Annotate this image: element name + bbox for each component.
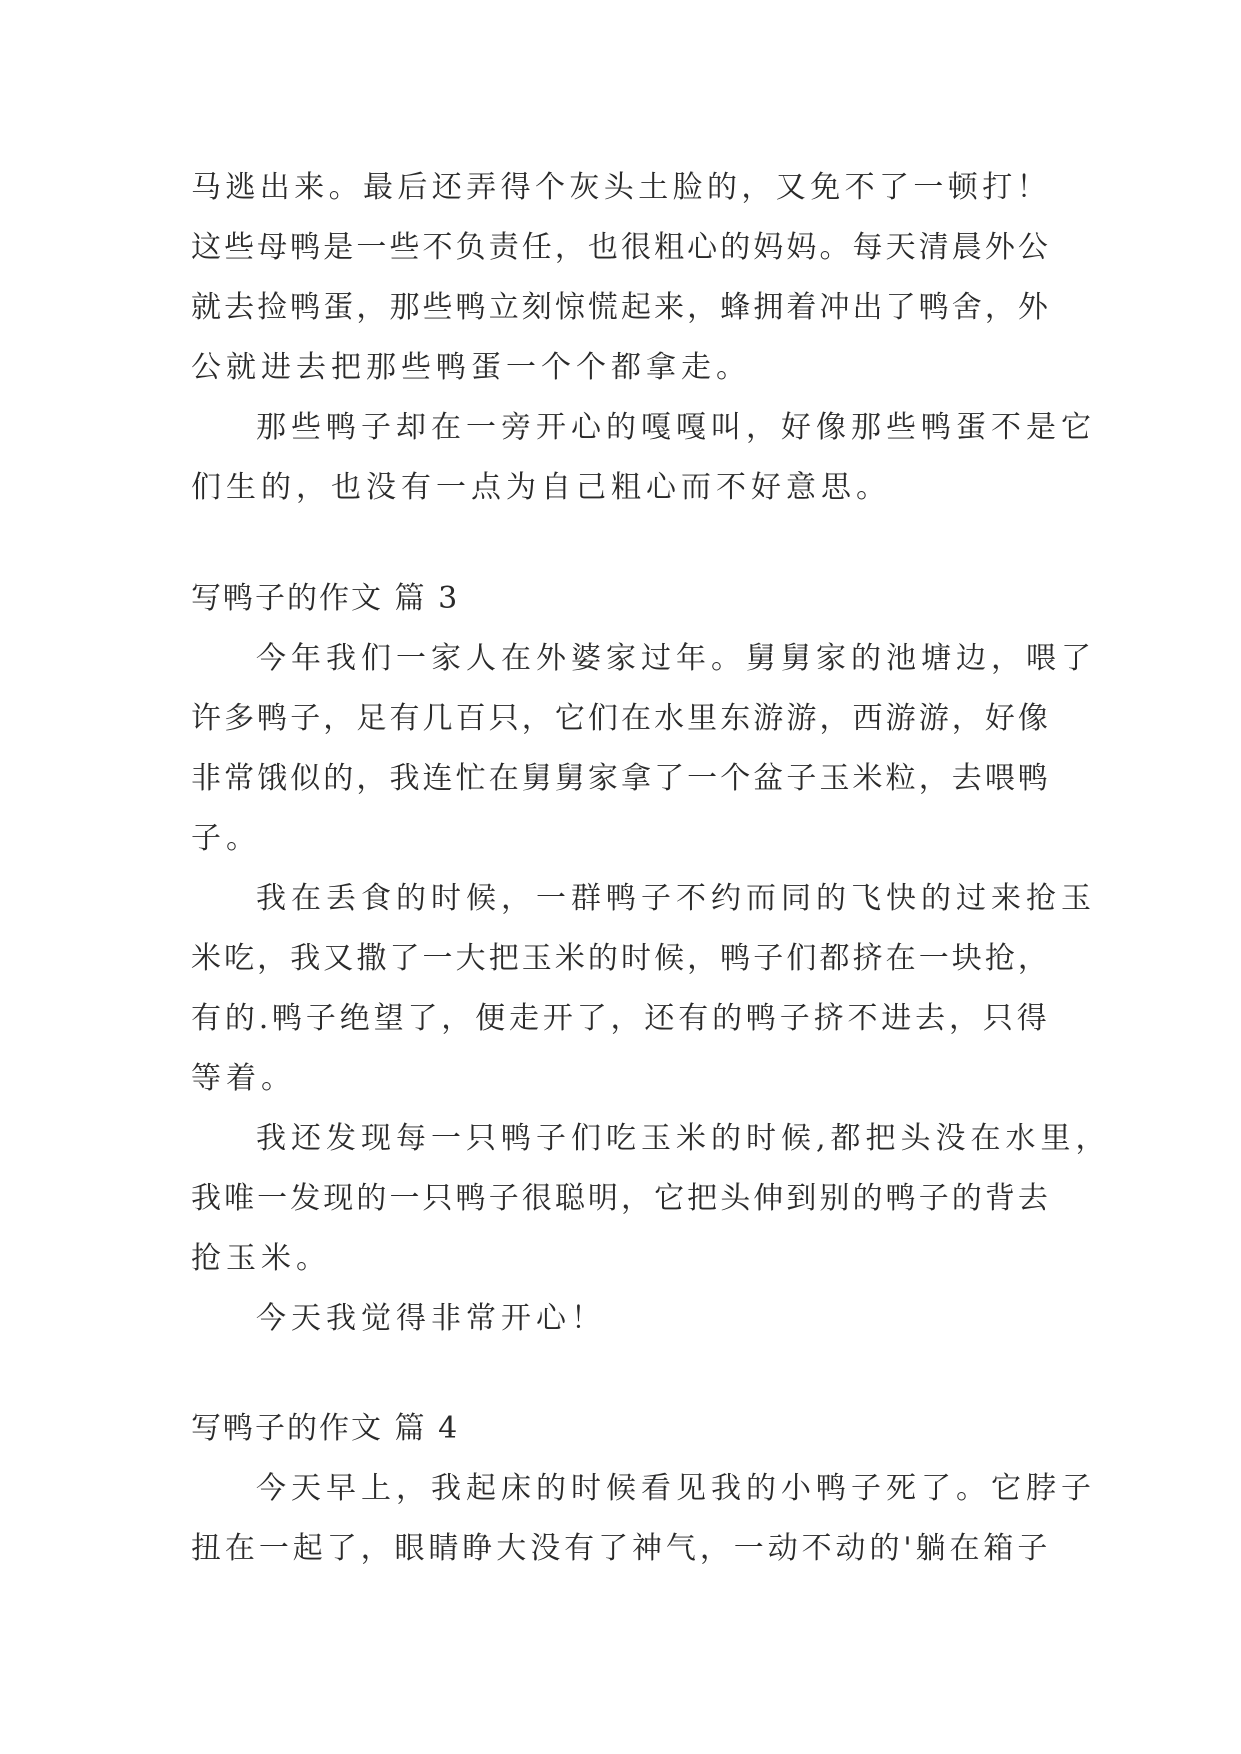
- text-line: 扭在一起了，眼睛睁大没有了神气，一动不动的'躺在箱子: [191, 1531, 1052, 1566]
- text-line: 有的.鸭子绝望了，便走开了，还有的鸭子挤不进去，只得: [191, 1001, 1051, 1036]
- text-line: 今天我觉得非常开心！: [256, 1301, 606, 1336]
- text-line: 米吃，我又撒了一大把玉米的时候，鸭子们都挤在一块抢，: [191, 941, 1051, 976]
- text-line: 等着。: [191, 1061, 296, 1096]
- text-line: 今年我们一家人在外婆家过年。舅舅家的池塘边，喂了: [256, 641, 1096, 676]
- text-line: 那些鸭子却在一旁开心的嘎嘎叫，好像那些鸭蛋不是它: [256, 410, 1096, 445]
- text-line: 这些母鸭是一些不负责任，也很粗心的妈妈。每天清晨外公: [191, 230, 1051, 265]
- text-line: 抢玉米。: [191, 1241, 331, 1276]
- text-line: 就去捡鸭蛋，那些鸭立刻惊慌起来，蜂拥着冲出了鸭舍，外: [191, 290, 1051, 325]
- text-line: 非常饿似的，我连忙在舅舅家拿了一个盆子玉米粒，去喂鸭: [191, 761, 1051, 796]
- section-heading: 写鸭子的作文 篇 4: [191, 1411, 460, 1446]
- text-line: 我还发现每一只鸭子们吃玉米的时候,都把头没在水里，: [256, 1121, 1111, 1156]
- text-line: 许多鸭子，足有几百只，它们在水里东游游，西游游，好像: [191, 701, 1051, 736]
- text-line: 我唯一发现的一只鸭子很聪明，它把头伸到别的鸭子的背去: [191, 1181, 1051, 1216]
- text-line: 们生的，也没有一点为自己粗心而不好意思。: [191, 470, 891, 505]
- text-line: 马逃出来。最后还弄得个灰头土脸的，又免不了一顿打！: [191, 170, 1051, 205]
- text-line: 我在丢食的时候，一群鸭子不约而同的飞快的过来抢玉: [256, 881, 1096, 916]
- text-line: 子。: [191, 821, 261, 856]
- text-line: 今天早上，我起床的时候看见我的小鸭子死了。它脖子: [256, 1471, 1096, 1506]
- text-line: 公就进去把那些鸭蛋一个个都拿走。: [191, 350, 751, 385]
- section-heading: 写鸭子的作文 篇 3: [191, 581, 460, 616]
